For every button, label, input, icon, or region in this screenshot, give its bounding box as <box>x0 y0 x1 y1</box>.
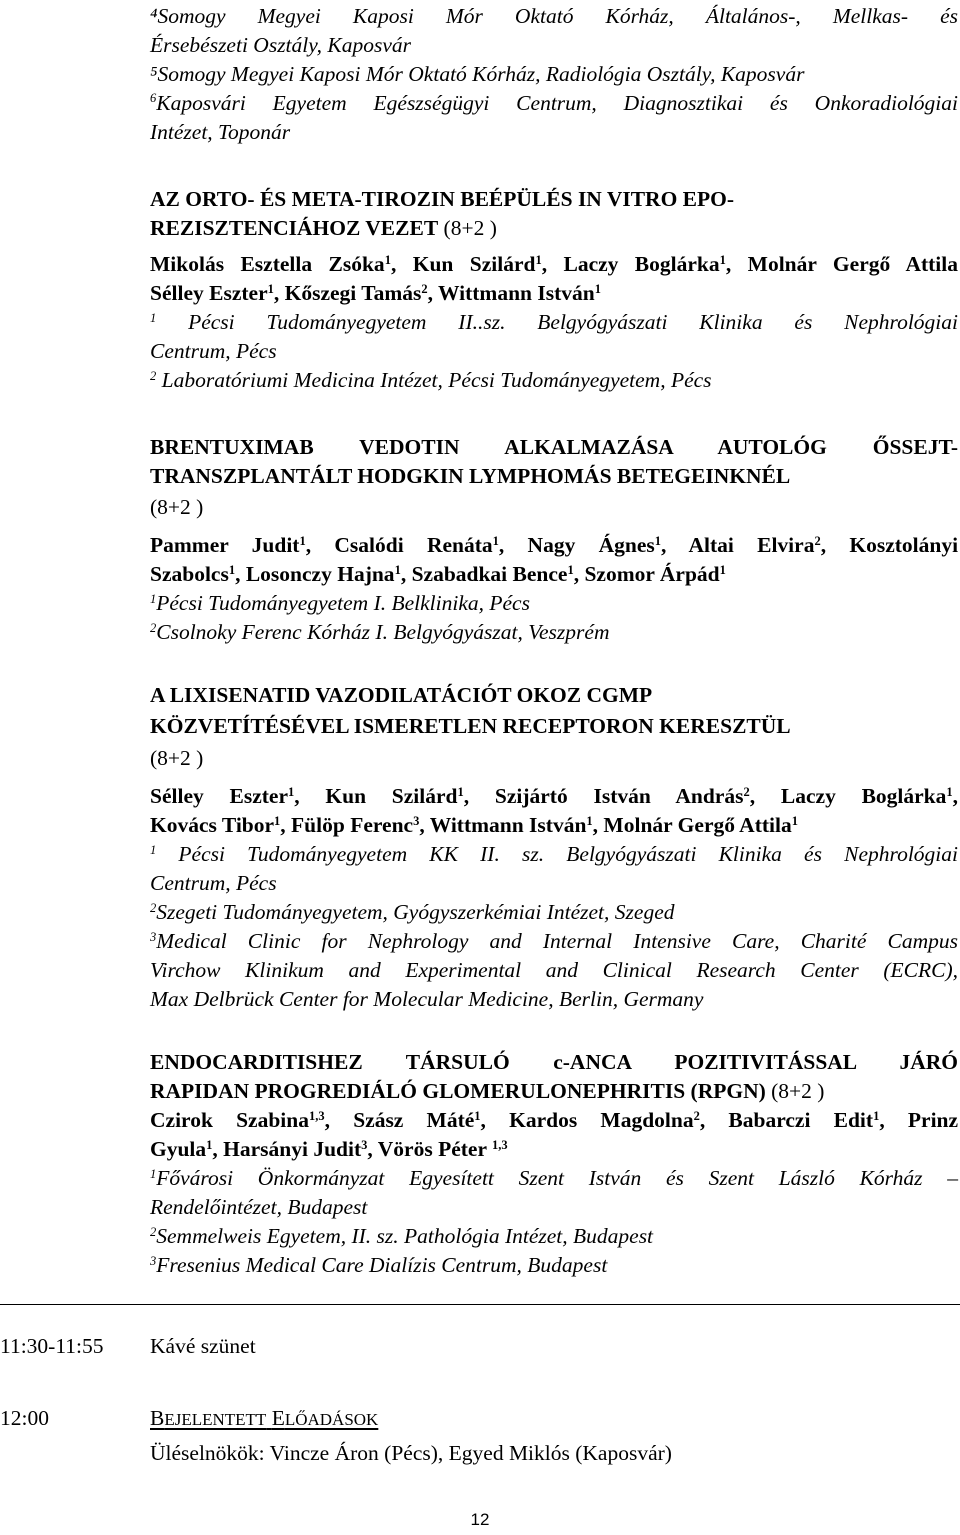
duration: (8+2 ) <box>150 495 204 519</box>
affiliation-line: Rendelőintézet, Budapest <box>150 1195 368 1219</box>
affiliation-line: $^2$Semmelweis Egyetem, II. sz. Pathológia Intézet, Budapest <box>150 1224 654 1248</box>
top-affiliation-line: $^6$Kaposvári Egyetem Egészségügyi Centrum, Diagnosztikai és Onkoradiológiai <box>150 91 958 115</box>
affiliation-line: Centrum, Pécs <box>150 871 277 895</box>
abstract-title: BRENTUXIMAB VEDOTIN ALKALMAZÁSA AUTOLÓG ŐSSEJT- <box>150 435 958 459</box>
affiliation-line: $^3$Medical Clinic for Nephrology and Internal Intensive Care, Charité Campus <box>150 929 958 953</box>
abstract-title: REZISZTENCIÁHOZ VEZET (8+2 ) <box>150 216 497 240</box>
author-line: Sélley Eszter$^1$, Kőszegi Tamás$^2$, Wittmann István$^1$ <box>150 281 601 305</box>
abstract-title: KÖZVETÍTÉSÉVEL ISMERETLEN RECEPTORON KERESZTÜL <box>150 714 791 738</box>
affiliation-line: $^1$ Pécsi Tudományegyetem KK II. sz. Belgyógyászati Klinika és Nephrológiai <box>150 842 958 866</box>
abstract-title: A LIXISENATID VAZODILATÁCIÓT OKOZ CGMP <box>150 683 653 707</box>
schedule-time: 12:00 <box>0 1406 49 1430</box>
session-chairs: Üléselnökök: Vincze Áron (Pécs), Egyed Miklós (Kaposvár) <box>150 1441 672 1465</box>
abstract-title: RAPIDAN PROGREDIÁLÓ GLOMERULONEPHRITIS (RPGN) (8+2 ) <box>150 1079 825 1103</box>
duration: (8+2 ) <box>771 1079 825 1103</box>
author-line: Gyula$^1$, Harsányi Judit$^3$, Vörös Péter $^{1,3}$ <box>150 1137 508 1161</box>
affiliation-line: $^1$Fővárosi Önkormányzat Egyesített Szent István és Szent László Kórház – <box>150 1166 958 1190</box>
session-heading: BEJELENTETT ELŐADÁSOK <box>150 1406 379 1430</box>
affiliation-line: $^2$ Laboratóriumi Medicina Intézet, Pécsi Tudományegyetem, Pécs <box>150 368 712 392</box>
affiliation-line: $^1$Pécsi Tudományegyetem I. Belklinika, Pécs <box>150 591 530 615</box>
affiliation-line: Centrum, Pécs <box>150 339 277 363</box>
author-line: Czirok Szabina$^{1,3}$, Szász Máté$^1$, Kardos Magdolna$^2$, Babarczi Edit$^1$, Prinz <box>150 1108 959 1132</box>
schedule-label: Kávé szünet <box>150 1334 256 1358</box>
top-affiliation-line: ⁴Somogy Megyei Kaposi Mór Oktató Kórház, Általános-, Mellkas- és <box>150 4 958 28</box>
section-divider <box>0 1304 960 1305</box>
top-affiliation-line: Intézet, Toponár <box>150 120 291 144</box>
duration: (8+2 ) <box>443 216 497 240</box>
affiliation-line: $^3$Fresenius Medical Care Dialízis Centrum, Budapest <box>150 1253 608 1277</box>
affiliation-line: Virchow Klinikum and Experimental and Clinical Research Center (ECRC), <box>150 958 958 982</box>
affiliation-line: $^2$Csolnoky Ferenc Kórház I. Belgyógyászat, Veszprém <box>150 620 610 644</box>
schedule-time: 11:30-11:55 <box>0 1334 104 1358</box>
author-line: Mikolás Esztella Zsóka$^1$, Kun Szilárd$^1$, Laczy Boglárka$^1$, Molnár Gergő Attila <box>150 252 958 276</box>
abstract-title: AZ ORTO- ÉS META-TIROZIN BEÉPÜLÉS IN VITRO EPO- <box>150 187 735 211</box>
author-line: Pammer Judit$^1$, Csalódi Renáta$^1$, Nagy Ágnes$^1$, Altai Elvira$^2$, Kosztolányi <box>150 533 959 557</box>
top-affiliation-line: Érsebészeti Osztály, Kaposvár <box>150 33 411 57</box>
page-number: 12 <box>470 1510 490 1529</box>
author-line: Sélley Eszter$^1$, Kun Szilárd$^1$, Szijártó István András$^2$, Laczy Boglárka$^1$, <box>150 784 959 808</box>
affiliation-line: Max Delbrück Center for Molecular Medicine, Berlin, Germany <box>150 987 704 1011</box>
author-line: Szabolcs$^1$, Losonczy Hajna$^1$, Szabadkai Bence$^1$, Szomor Árpád$^1$ <box>150 562 726 586</box>
duration: (8+2 ) <box>150 746 204 770</box>
abstract-title: TRANSZPLANTÁLT HODGKIN LYMPHOMÁS BETEGEINKNÉL <box>150 464 791 488</box>
abstract-title: ENDOCARDITISHEZ TÁRSULÓ c-ANCA POZITIVITÁSSAL JÁRÓ <box>150 1050 958 1074</box>
affiliation-line: $^2$Szegeti Tudományegyetem, Gyógyszerkémiai Intézet, Szeged <box>150 900 675 924</box>
top-affiliation-line: ⁵Somogy Megyei Kaposi Mór Oktató Kórház, Radiológia Osztály, Kaposvár <box>150 62 805 86</box>
affiliation-line: $^1$ Pécsi Tudományegyetem II..sz. Belgyógyászati Klinika és Nephrológiai <box>150 310 958 334</box>
author-line: Kovács Tibor$^1$, Fülöp Ferenc$^3$, Wittmann István$^1$, Molnár Gergő Attila$^1$ <box>150 813 798 837</box>
